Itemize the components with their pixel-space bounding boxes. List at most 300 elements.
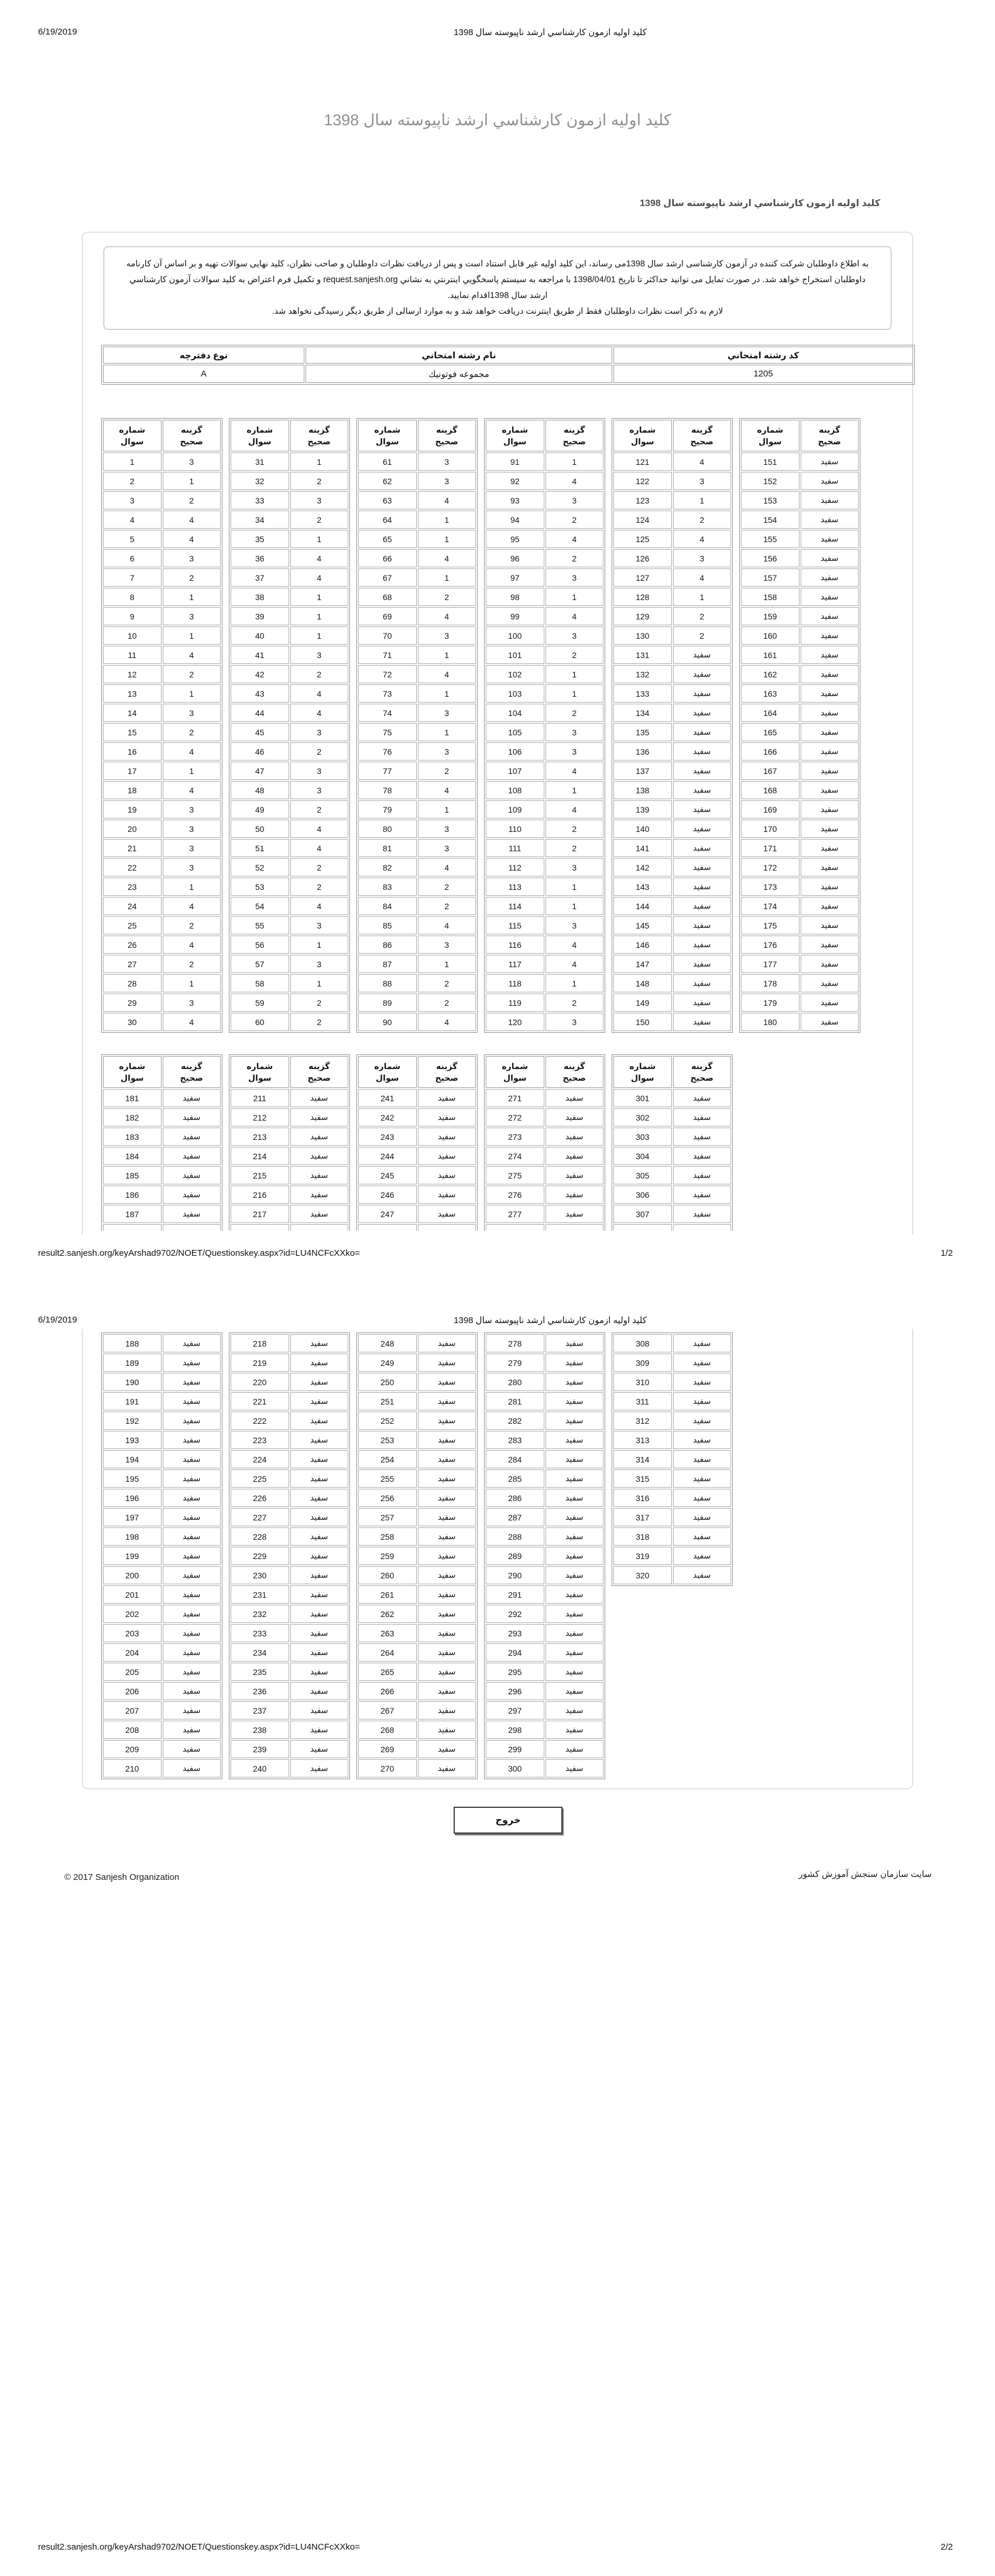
answer-key-row xyxy=(486,800,603,818)
answer-key-row xyxy=(486,1547,603,1565)
answer-key-row xyxy=(486,1013,603,1031)
question-number-cell: 248 xyxy=(358,1334,417,1352)
question-number-cell: 169 xyxy=(741,800,800,818)
answer-cell: سفید xyxy=(545,1624,604,1642)
answer-cell: 3 xyxy=(163,607,221,625)
question-number-cell: 68 xyxy=(358,588,417,606)
answer-key-row xyxy=(103,1566,221,1584)
question-number-cell: 57 xyxy=(231,955,289,973)
answer-cell: 1 xyxy=(418,800,476,818)
answer-key-row xyxy=(358,1108,476,1126)
answer-cell: سفید xyxy=(545,1585,604,1604)
answer-key-row xyxy=(231,1605,348,1623)
answer-key-row xyxy=(103,511,221,529)
question-number-cell: 70 xyxy=(358,626,417,645)
question-number-cell: 87 xyxy=(358,955,417,973)
question-number-cell: 272 xyxy=(486,1108,544,1126)
question-number-cell: 157 xyxy=(741,568,800,587)
answer-cell: سفید xyxy=(545,1682,604,1700)
question-number-cell: 276 xyxy=(486,1186,544,1204)
question-number-cell: 282 xyxy=(486,1412,544,1430)
answer-cell: سفید xyxy=(545,1166,604,1184)
question-number-cell: 13 xyxy=(103,684,162,703)
question-number-cell: 301 xyxy=(613,1089,672,1107)
answer-key-row xyxy=(486,1128,603,1146)
answer-key-row xyxy=(103,626,221,645)
answer-key-row xyxy=(486,1354,603,1372)
answer-cell: 4 xyxy=(290,897,349,915)
question-number-cell: 49 xyxy=(231,800,289,818)
answer-key-header-row xyxy=(613,1056,731,1088)
question-number-cell: 105 xyxy=(486,723,544,741)
question-number-cell: 283 xyxy=(486,1431,544,1449)
question-number-cell: 100 xyxy=(486,626,544,645)
answer-key-row xyxy=(358,1547,476,1565)
question-number-cell: 245 xyxy=(358,1166,417,1184)
question-number-cell: 82 xyxy=(358,858,417,876)
answer-cell: 2 xyxy=(290,742,349,761)
answer-key-group xyxy=(612,1332,733,1586)
question-number-cell: 53 xyxy=(231,878,289,896)
question-number-cell: 64 xyxy=(358,511,417,529)
answer-key-row xyxy=(358,549,476,567)
question-number-cell: 316 xyxy=(613,1489,672,1507)
answer-key-row xyxy=(613,1547,731,1565)
answer-key-row xyxy=(613,1186,731,1204)
answer-key-header-row xyxy=(103,420,221,451)
answer-cell: 3 xyxy=(418,453,476,471)
answer-cell: سفید xyxy=(801,936,859,954)
question-number-cell: 307 xyxy=(613,1205,672,1223)
question-number-cell: 228 xyxy=(231,1527,289,1546)
question-number-cell: 160 xyxy=(741,626,800,645)
answer-cell: سفید xyxy=(545,1489,604,1507)
answer-cell: 1 xyxy=(545,684,604,703)
answer-key-row xyxy=(486,568,603,587)
answer-cell: سفید xyxy=(673,1186,732,1204)
question-number-cell: 294 xyxy=(486,1643,544,1662)
answer-key-row xyxy=(358,1373,476,1391)
question-number-cell: 143 xyxy=(613,878,672,896)
answer-key-row xyxy=(486,607,603,625)
question-number-cell: 22 xyxy=(103,858,162,876)
question-number-cell: 18 xyxy=(103,781,162,799)
question-number-cell: 182 xyxy=(103,1108,162,1126)
answer-key-row xyxy=(486,1740,603,1758)
answer-col-header: گزینه صحیح xyxy=(163,1056,221,1088)
answer-cell: سفید xyxy=(163,1166,221,1184)
answer-key-row xyxy=(741,665,859,683)
answer-cell: سفید xyxy=(801,916,859,934)
answer-key-row xyxy=(358,1450,476,1468)
answer-cell: سفید xyxy=(673,1108,732,1126)
question-number-cell: 277 xyxy=(486,1205,544,1223)
answer-cell: سفید xyxy=(801,858,859,876)
answer-key-row xyxy=(613,1431,731,1449)
question-number-cell: 254 xyxy=(358,1450,417,1468)
answer-cell: سفید xyxy=(290,1469,349,1488)
answer-key-row xyxy=(358,1585,476,1604)
question-number-cell: 149 xyxy=(613,994,672,1012)
answer-cell: 2 xyxy=(545,704,604,722)
answer-key-row xyxy=(231,1527,348,1546)
question-number-cell: 113 xyxy=(486,878,544,896)
exam-info-table xyxy=(101,345,915,385)
answer-key-row xyxy=(103,955,221,973)
answer-key-row xyxy=(486,453,603,471)
answer-key-row xyxy=(358,936,476,954)
answer-key-row xyxy=(613,511,731,529)
question-number-cell: 139 xyxy=(613,800,672,818)
answer-key-row xyxy=(486,723,603,741)
exit-button[interactable]: خروج xyxy=(454,1807,562,1834)
question-number-cell: 172 xyxy=(741,858,800,876)
question-number-cell: 71 xyxy=(358,646,417,664)
question-number-cell: 167 xyxy=(741,762,800,780)
answer-key-row xyxy=(358,1128,476,1146)
answer-key-row xyxy=(231,858,348,876)
answer-key-row xyxy=(103,858,221,876)
answer-col-header: گزینه صحیح xyxy=(418,1056,476,1088)
question-number-cell: 233 xyxy=(231,1624,289,1642)
answer-key-row xyxy=(231,491,348,509)
answer-cell: 3 xyxy=(418,704,476,722)
print-date: 6/19/2019 xyxy=(38,1315,77,1325)
answer-key-header-row xyxy=(358,1056,476,1088)
answer-key-row xyxy=(486,1469,603,1488)
question-number-cell: 273 xyxy=(486,1128,544,1146)
answer-key-row xyxy=(613,1392,731,1410)
answer-cell: 2 xyxy=(163,916,221,934)
answer-key-row xyxy=(358,646,476,664)
answer-key-row xyxy=(103,762,221,780)
site-footer xyxy=(64,1869,932,1882)
question-number-cell: 34 xyxy=(231,511,289,529)
answer-cell: سفید xyxy=(545,1663,604,1681)
answer-key-row xyxy=(486,1431,603,1449)
answer-cell: سفید xyxy=(673,1489,732,1507)
answer-cell: 2 xyxy=(290,858,349,876)
answer-key-row xyxy=(613,1089,731,1107)
question-number-cell: 311 xyxy=(613,1392,672,1410)
answer-cell: 1 xyxy=(290,453,349,471)
answer-cell: سفید xyxy=(673,1527,732,1546)
answer-cell: سفید xyxy=(545,1701,604,1719)
answer-key-row xyxy=(231,704,348,722)
answer-key-row xyxy=(613,607,731,625)
empty-cell xyxy=(673,1224,732,1231)
answer-cell: سفید xyxy=(418,1431,476,1449)
question-number-cell: 257 xyxy=(358,1508,417,1526)
answer-key-row xyxy=(231,646,348,664)
answer-cell: 3 xyxy=(545,491,604,509)
answer-key-row xyxy=(231,1740,348,1758)
answer-key-row xyxy=(613,568,731,587)
answer-cell: سفید xyxy=(673,762,732,780)
answer-key-row xyxy=(358,878,476,896)
question-number-cell: 99 xyxy=(486,607,544,625)
question-number-cell: 296 xyxy=(486,1682,544,1700)
answer-key-row xyxy=(486,1089,603,1107)
question-number-cell: 74 xyxy=(358,704,417,722)
question-number-cell: 274 xyxy=(486,1147,544,1165)
question-number-cell: 103 xyxy=(486,684,544,703)
question-number-cell: 66 xyxy=(358,549,417,567)
answer-key-table-181-320-part1-clip xyxy=(83,1054,912,1231)
answer-key-row xyxy=(613,453,731,471)
question-number-cell: 25 xyxy=(103,916,162,934)
answer-cell: سفید xyxy=(163,1566,221,1584)
answer-key-row xyxy=(486,1701,603,1719)
exam-code-value: 1205 xyxy=(613,365,913,383)
question-number-cell: 134 xyxy=(613,704,672,722)
answer-cell: 3 xyxy=(545,858,604,876)
answer-key-row xyxy=(103,723,221,741)
question-number-cell: 252 xyxy=(358,1412,417,1430)
answer-cell: سفید xyxy=(673,1373,732,1391)
answer-cell: سفید xyxy=(418,1450,476,1468)
answer-cell: سفید xyxy=(801,820,859,838)
answer-cell: سفید xyxy=(801,897,859,915)
answer-cell: سفید xyxy=(418,1605,476,1623)
question-col-header: شماره سوال xyxy=(486,420,544,451)
question-number-cell: 280 xyxy=(486,1373,544,1391)
answer-cell: سفید xyxy=(545,1392,604,1410)
answer-col-header: گزینه صحیح xyxy=(290,1056,349,1088)
question-number-cell: 12 xyxy=(103,665,162,683)
answer-cell: 2 xyxy=(163,955,221,973)
answer-cell: 4 xyxy=(163,511,221,529)
question-number-cell: 211 xyxy=(231,1089,289,1107)
answer-key-row xyxy=(486,781,603,799)
question-number-cell: 275 xyxy=(486,1166,544,1184)
answer-key-row xyxy=(231,1354,348,1372)
answer-cell: 1 xyxy=(418,530,476,548)
question-number-cell: 14 xyxy=(103,704,162,722)
answer-cell: 1 xyxy=(163,588,221,606)
answer-cell: سفید xyxy=(801,684,859,703)
answer-cell: 1 xyxy=(418,723,476,741)
question-number-cell: 122 xyxy=(613,472,672,490)
answer-cell: 2 xyxy=(418,974,476,992)
question-number-cell: 109 xyxy=(486,800,544,818)
question-number-cell: 140 xyxy=(613,820,672,838)
question-number-cell: 226 xyxy=(231,1489,289,1507)
answer-key-row xyxy=(486,511,603,529)
answer-cell: 2 xyxy=(545,820,604,838)
answer-cell: سفید xyxy=(801,994,859,1012)
answer-cell: سفید xyxy=(673,858,732,876)
question-number-cell: 106 xyxy=(486,742,544,761)
answer-cell: 3 xyxy=(418,626,476,645)
answer-cell: سفید xyxy=(290,1205,349,1223)
answer-cell: سفید xyxy=(290,1431,349,1449)
question-number-cell: 161 xyxy=(741,646,800,664)
question-number-cell: 112 xyxy=(486,858,544,876)
answer-cell: سفید xyxy=(163,1740,221,1758)
question-number-cell: 128 xyxy=(613,588,672,606)
answer-key-row xyxy=(486,626,603,645)
answer-cell: 3 xyxy=(545,723,604,741)
question-number-cell: 31 xyxy=(231,453,289,471)
answer-cell: 4 xyxy=(290,568,349,587)
answer-cell: 4 xyxy=(290,684,349,703)
answer-cell: 3 xyxy=(545,626,604,645)
answer-key-row xyxy=(486,1585,603,1604)
answer-col-header: گزینه صحیح xyxy=(290,420,349,451)
answer-key-row xyxy=(231,974,348,992)
answer-cell: 1 xyxy=(163,684,221,703)
answer-cell: 4 xyxy=(163,781,221,799)
answer-key-row xyxy=(741,742,859,761)
answer-key-row xyxy=(103,472,221,490)
answer-key-row xyxy=(358,1643,476,1662)
answer-cell: سفید xyxy=(673,665,732,683)
answer-key-row xyxy=(613,1128,731,1146)
answer-key-group xyxy=(101,418,222,1033)
answer-cell: سفید xyxy=(290,1759,349,1777)
question-number-cell: 247 xyxy=(358,1205,417,1223)
answer-cell: سفید xyxy=(673,1508,732,1526)
answer-cell: 4 xyxy=(418,665,476,683)
answer-cell: سفید xyxy=(163,1392,221,1410)
question-number-cell: 223 xyxy=(231,1431,289,1449)
answer-key-row xyxy=(358,588,476,606)
question-number-cell: 120 xyxy=(486,1013,544,1031)
answer-key-row xyxy=(231,1108,348,1126)
answer-key-row xyxy=(231,1624,348,1642)
question-number-cell: 208 xyxy=(103,1721,162,1739)
answer-cell: 3 xyxy=(290,955,349,973)
answer-key-row xyxy=(486,1605,603,1623)
answer-key-row xyxy=(741,955,859,973)
answer-key-row xyxy=(486,955,603,973)
answer-key-row xyxy=(231,1547,348,1565)
question-number-cell: 121 xyxy=(613,453,672,471)
answer-col-header: گزینه صحیح xyxy=(673,420,732,451)
answer-key-row xyxy=(741,916,859,934)
answer-cell: سفید xyxy=(418,1373,476,1391)
answer-cell: سفید xyxy=(801,491,859,509)
answer-key-row xyxy=(613,1334,731,1352)
answer-key-row xyxy=(231,530,348,548)
question-number-cell: 147 xyxy=(613,955,672,973)
question-number-cell: 95 xyxy=(486,530,544,548)
question-number-cell: 184 xyxy=(103,1147,162,1165)
answer-key-row xyxy=(613,955,731,973)
answer-key-row xyxy=(231,568,348,587)
answer-cell: سفید xyxy=(290,1354,349,1372)
answer-cell: سفید xyxy=(290,1585,349,1604)
answer-cell: 2 xyxy=(290,878,349,896)
answer-key-row xyxy=(486,1643,603,1662)
answer-cell: سفید xyxy=(163,1624,221,1642)
answer-key-row xyxy=(358,955,476,973)
answer-key-row xyxy=(741,800,859,818)
question-number-cell: 267 xyxy=(358,1701,417,1719)
answer-key-row xyxy=(486,1566,603,1584)
question-number-cell: 231 xyxy=(231,1585,289,1604)
question-number-cell: 234 xyxy=(231,1643,289,1662)
answer-key-row xyxy=(486,530,603,548)
answer-key-row xyxy=(613,839,731,857)
answer-key-row xyxy=(613,1166,731,1184)
answer-key-row xyxy=(103,742,221,761)
question-number-cell: 73 xyxy=(358,684,417,703)
answer-cell: 3 xyxy=(163,549,221,567)
answer-cell: سفید xyxy=(290,1566,349,1584)
answer-cell: 1 xyxy=(545,781,604,799)
answer-cell: 2 xyxy=(545,511,604,529)
answer-cell: 4 xyxy=(163,646,221,664)
question-number-cell: 86 xyxy=(358,936,417,954)
answer-key-row xyxy=(741,588,859,606)
answer-cell: 4 xyxy=(163,936,221,954)
answer-key-row xyxy=(231,1721,348,1739)
question-number-cell: 75 xyxy=(358,723,417,741)
answer-cell: سفید xyxy=(673,1469,732,1488)
question-number-cell: 9 xyxy=(103,607,162,625)
answer-cell: سفید xyxy=(290,1721,349,1739)
question-number-cell: 264 xyxy=(358,1643,417,1662)
question-number-cell: 141 xyxy=(613,839,672,857)
answer-key-row xyxy=(231,1508,348,1526)
answer-key-row xyxy=(103,1354,221,1372)
answer-cell: سفید xyxy=(545,1605,604,1623)
answer-cell: 1 xyxy=(545,974,604,992)
question-number-cell: 298 xyxy=(486,1721,544,1739)
question-number-cell: 270 xyxy=(358,1759,417,1777)
question-number-cell: 146 xyxy=(613,936,672,954)
answer-key-row xyxy=(358,491,476,509)
answer-cell: سفید xyxy=(418,1624,476,1642)
notice-paragraph-1: به اطلاع داوطلبان شرکت کننده در آزمون کارشناسی ارشد سال 1398می رساند، این کلید اولیه غیر قابل استناد است و پس از دریافت نظرات داوطلبان و صاحب نظران، کلید نهایی سوالات تهیه و بر اساس آن کارنامه داوطلبان استخراج خواهد شد. در صورت تمایل می توانید حداکثر تا تاریخ 1398/04/01 با مراجعه به سیستم پاسخگویي اینترنتي به نشاني request.sanjesh.org و تکمیل فرم اعتراض به کلید سوالات آزمون کارشناسي ارشد سال 1398اقدام نمایید. xyxy=(126,259,869,300)
answer-key-row xyxy=(231,1147,348,1165)
question-number-cell: 246 xyxy=(358,1186,417,1204)
answer-key-header-row xyxy=(486,420,603,451)
answer-key-row xyxy=(486,704,603,722)
answer-cell: سفید xyxy=(290,1740,349,1758)
exam-name-value: مجموعه فوتونیك xyxy=(306,365,612,383)
answer-key-row xyxy=(103,491,221,509)
answer-key-row xyxy=(231,1013,348,1031)
question-number-cell: 238 xyxy=(231,1721,289,1739)
print-date: 6/19/2019 xyxy=(38,27,77,37)
answer-key-row xyxy=(103,530,221,548)
answer-key-row xyxy=(613,1108,731,1126)
answer-cell: 4 xyxy=(163,1013,221,1031)
answer-key-header-row xyxy=(103,1056,221,1088)
answer-key-row xyxy=(103,1721,221,1739)
answer-col-header: گزینه صحیح xyxy=(545,420,604,451)
question-number-cell: 130 xyxy=(613,626,672,645)
answer-key-row xyxy=(486,936,603,954)
question-number-cell: 50 xyxy=(231,820,289,838)
answer-cell: سفید xyxy=(418,1489,476,1507)
question-number-cell: 229 xyxy=(231,1547,289,1565)
answer-cell: سفید xyxy=(545,1373,604,1391)
question-number-cell: 232 xyxy=(231,1605,289,1623)
answer-cell: 2 xyxy=(418,994,476,1012)
answer-cell: سفید xyxy=(163,1585,221,1604)
answer-cell: سفید xyxy=(290,1682,349,1700)
answer-cell: سفید xyxy=(673,1412,732,1430)
question-number-cell: 220 xyxy=(231,1373,289,1391)
answer-key-row xyxy=(103,1605,221,1623)
question-number-cell: 289 xyxy=(486,1547,544,1565)
answer-key-row xyxy=(486,1759,603,1777)
question-number-cell: 30 xyxy=(103,1013,162,1031)
